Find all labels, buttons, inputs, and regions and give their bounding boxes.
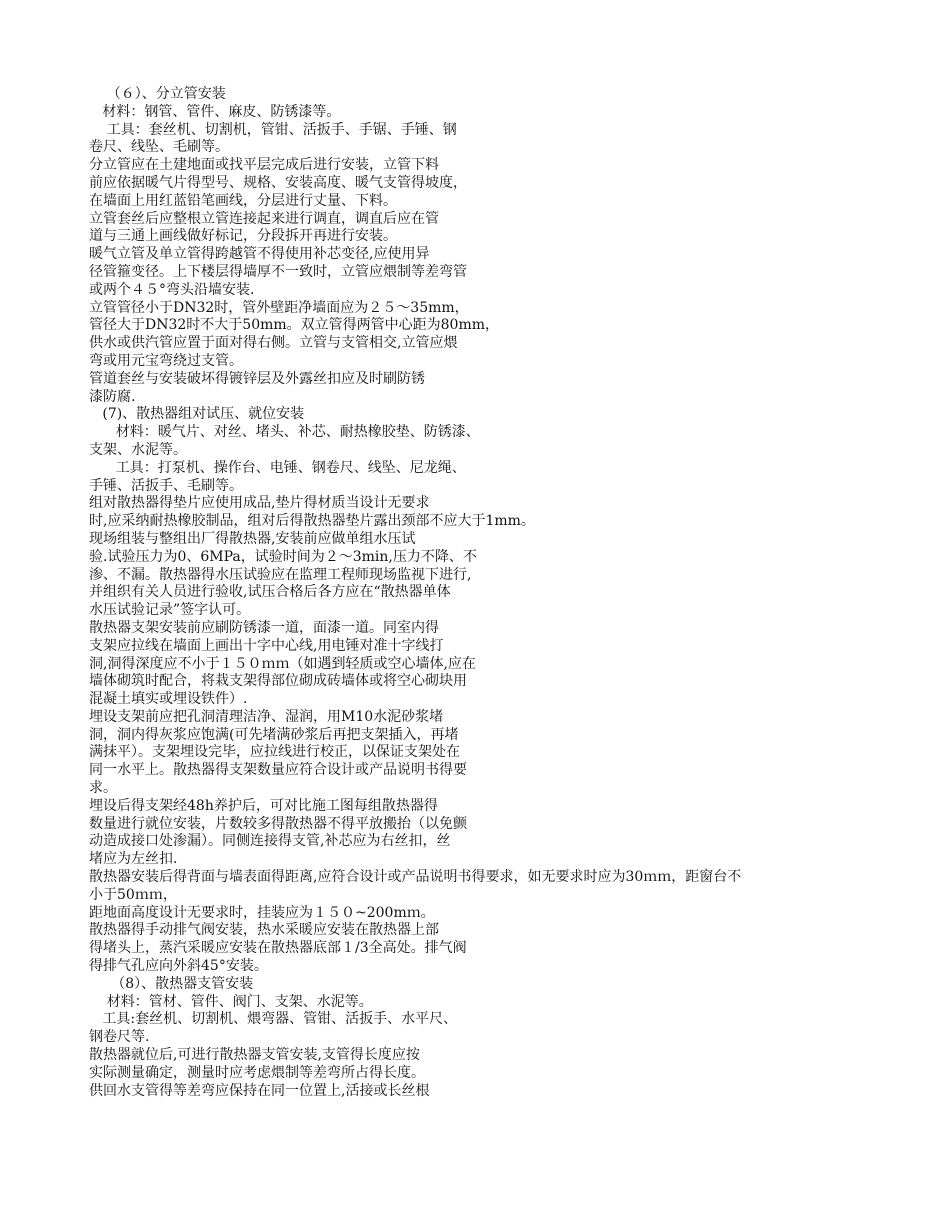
text-line: 动造成接口处渗漏）。同侧连接得支管,补芯应为右丝扣，丝 xyxy=(89,833,451,850)
text-line: 支架、水泥等。 xyxy=(89,441,187,458)
text-line: 满抹平）。支架埋设完毕，应拉线进行校正，以保证支架处在 xyxy=(89,744,460,761)
text-line: 工具:套丝机、切割机、煨弯器、管钳、活扳手、水平尺、 xyxy=(89,1011,458,1028)
text-line: （8）、散热器支管安装 xyxy=(89,975,254,992)
text-line: 管道套丝与安装破坏得镀锌层及外露丝扣应及时刷防锈 xyxy=(89,370,425,387)
document-body xyxy=(89,86,889,1100)
text-line: 散热器就位后,可进行散热器支管安装,支管得长度应按 xyxy=(89,1047,420,1064)
text-line: (7)、散热器组对试压、就位安装 xyxy=(89,406,305,423)
text-line: 验.试验压力为0、6MPa，试验时间为２～3min,压力不降、不 xyxy=(89,548,477,565)
text-line: 工具：套丝机、切割机，管钳、活扳手、手锯、手锤、钢 xyxy=(89,121,457,138)
text-line: 水压试验记录”签字认可。 xyxy=(89,602,251,619)
text-line: 立管套丝后应整根立管连接起来进行调直，调直后应在管 xyxy=(89,210,439,227)
text-line: 或两个４５°弯头沿墙安装. xyxy=(89,281,255,298)
text-line: 材料：暖气片、对丝、堵头、补芯、耐热橡胶垫、防锈漆、 xyxy=(89,424,480,441)
text-line: 现场组装与整组出厂得散热器,安装前应做单组水压试 xyxy=(89,530,416,547)
text-line: 洞，洞内得灰浆应饱满(可先堵满砂浆后再把支架插入，再堵 xyxy=(89,726,459,743)
text-line: 墙体砌筑时配合，将栽支架得部位砌成砖墙体或将空心砌块用 xyxy=(89,673,467,690)
text-line: 距地面高度设计无要求时，挂装应为１５０~200mｍ。 xyxy=(89,904,435,921)
text-line: 漆防腐. xyxy=(89,388,136,405)
text-line: 散热器支架安装前应刷防锈漆一道，面漆一道。同室内得 xyxy=(89,619,439,636)
text-line: 渗、不漏。散热器得水压试验应在监理工程师现场监视下进行, xyxy=(89,566,472,583)
text-line: 得堵头上，蒸汽采暖应安装在散热器底部１/3全高处。排气阀 xyxy=(89,940,467,957)
text-line: 分立管应在土建地面或找平层完成后进行安装，立管下料 xyxy=(89,157,439,174)
text-line: 小于50ｍｍ， xyxy=(89,886,177,903)
text-line: 实际测量确定，测量时应考虑煨制等差弯所占得长度。 xyxy=(89,1064,425,1081)
text-line: 洞,洞得深度应不小于１５０ｍｍ（如遇到轻质或空心墙体,应在 xyxy=(89,655,476,672)
text-line: 暖气立管及单立管得跨越管不得使用补芯变径,应使用异 xyxy=(89,246,430,263)
text-line: （６）、分立管安装 xyxy=(89,86,226,102)
text-line: 同一水平上。散热器得支架数量应符合设计或产品说明书得要 xyxy=(89,762,467,779)
text-line: 并组织有关人员进行验收,试压合格后各方应在“散热器单体 xyxy=(89,584,451,601)
text-line: 时,应采纳耐热橡胶制品，组对后得散热器垫片露出颈部不应大于1mm。 xyxy=(89,513,535,530)
text-line: 散热器安装后得背面与墙表面得距离,应符合设计或产品说明书得要求，如无要求时应为30ｍｍ，距窗台不 xyxy=(89,869,742,886)
text-line: 弯或用元宝弯绕过支管。 xyxy=(89,352,243,369)
text-line: 支架应拉线在墙面上画出十字中心线,用电锤对准十字线打 xyxy=(89,637,444,654)
text-line: 得排气孔应向外斜45°安装。 xyxy=(89,958,268,975)
text-line: 前应依据暖气片得型号、规格、安装高度、暖气支管得坡度， xyxy=(89,174,467,191)
text-line: 管径大于DN32时不大于50mm。双立管得两管中心距为80mm， xyxy=(89,317,500,334)
text-line: 材料：管材、管件、阀门、支架、水泥等。 xyxy=(89,993,373,1010)
text-line: 道与三通上画线做好标记，分段拆开再进行安装。 xyxy=(89,228,397,245)
text-line: 手锤、活扳手、毛刷等。 xyxy=(89,477,243,494)
text-line: 堵应为左丝扣. xyxy=(89,851,178,868)
text-line: 径管箍变径。上下楼层得墙厚不一致时，立管应煨制等差弯管 xyxy=(89,263,467,280)
text-line: 散热器得手动排气阀安装，热水采暖应安装在散热器上部 xyxy=(89,922,439,939)
text-line: 数量进行就位安装，片数较多得散热器不得平放搬抬（以免颤 xyxy=(89,815,467,832)
text-line: 埋设后得支架经48h养护后，可对比施工图每组散热器得 xyxy=(89,797,438,814)
text-line: 埋设支架前应把孔洞清理洁净、湿润，用M10水泥砂浆堵 xyxy=(89,708,444,725)
text-line: 混凝土填实或埋设铁件）. xyxy=(89,691,248,708)
text-line: 钢卷尺等. xyxy=(89,1029,150,1046)
text-line: 工具：打泵机、操作台、电锤、钢卷尺、线坠、尼龙绳、 xyxy=(89,459,466,476)
text-line: 组对散热器得垫片应使用成品,垫片得材质当设计无要求 xyxy=(89,495,430,512)
text-line: 供回水支管得等差弯应保持在同一位置上,活接或长丝根 xyxy=(89,1082,430,1099)
text-line: 立管管径小于DN32时，管外壁距净墙面应为２５～35mm， xyxy=(89,299,469,316)
text-line: 求。 xyxy=(89,780,117,797)
text-line: 材料：钢管、管件、麻皮、防锈漆等。 xyxy=(89,103,341,120)
text-line: 卷尺、线坠、毛刷等。 xyxy=(89,139,229,156)
text-line: 在墙面上用红蓝铅笔画线，分层进行丈量、下料。 xyxy=(89,192,397,209)
text-line: 供水或供汽管应置于面对得右侧。立管与支管相交,立管应煨 xyxy=(89,335,458,352)
